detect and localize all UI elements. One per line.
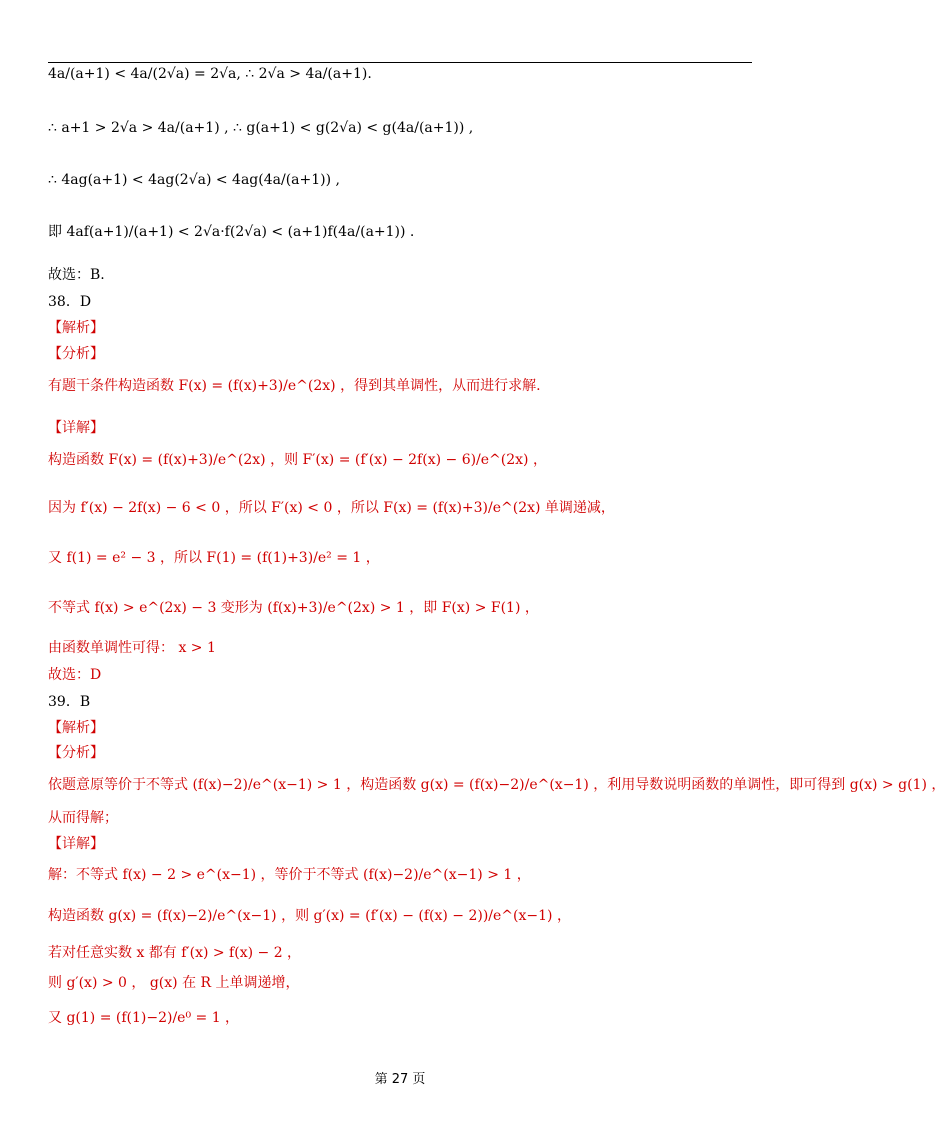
text-line-19: 【分析】 xyxy=(48,745,104,761)
text-line-4: 即 4af(a+1)/(a+1) < 2√a·f(2√a) < (a+1)f(4a/(a+1)) . xyxy=(48,224,415,240)
text-line-13: 又 f(1) = e² − 3 ，所以 F(1) = (f(1)+3)/e² = 1 ， xyxy=(48,550,380,566)
text-line-24: 构造函数 g(x) = (f(x)−2)/e^(x−1) ，则 g′(x) = (f′(x) − (f(x) − 2))/e^(x−1) ， xyxy=(48,908,571,924)
text-line-3: ∴ 4ag(a+1) < 4ag(2√a) < 4ag(4a/(a+1)) , xyxy=(48,172,340,188)
text-line-20: 依题意原等价于不等式 (f(x)−2)/e^(x−1) > 1 ，构造函数 g(x) = (f(x)−2)/e^(x−1) ，利用导数说明函数的单调性，即可得到 g(x) > g(1) ， xyxy=(48,777,945,793)
text-line-27: 又 g(1) = (f(1)−2)/e⁰ = 1 ， xyxy=(48,1010,240,1026)
text-line-12: 因为 f′(x) − 2f(x) − 6 < 0 ，所以 F′(x) < 0 ，所以 F(x) = (f(x)+3)/e^(2x) 单调递减， xyxy=(48,500,615,516)
text-line-9: 有题干条件构造函数 F(x) = (f(x)+3)/e^(2x) ，得到其单调性，从而进行求解. xyxy=(48,378,541,394)
text-line-16: 故选：D xyxy=(48,667,102,683)
text-line-6: 38．D xyxy=(48,294,92,310)
text-line-25: 若对任意实数 x 都有 f′(x) > f(x) − 2 ， xyxy=(48,945,302,961)
text-line-21: 从而得解； xyxy=(48,810,118,826)
text-line-7: 【解析】 xyxy=(48,320,104,336)
text-line-11: 构造函数 F(x) = (f(x)+3)/e^(2x) ，则 F′(x) = (f′(x) − 2f(x) − 6)/e^(2x) ， xyxy=(48,452,547,468)
header-rule xyxy=(48,62,752,63)
page-number: 第 27 页 xyxy=(374,1072,426,1087)
text-line-10: 【详解】 xyxy=(48,420,104,436)
text-line-2: ∴ a+1 > 2√a > 4a/(a+1) , ∴ g(a+1) < g(2√a) < g(4a/(a+1)) , xyxy=(48,120,474,136)
text-line-1: 4a/(a+1) < 4a/(2√a) = 2√a, ∴ 2√a > 4a/(a+1). xyxy=(48,66,372,82)
text-line-18: 【解析】 xyxy=(48,720,104,736)
text-line-8: 【分析】 xyxy=(48,346,104,362)
text-line-17: 39．B xyxy=(48,694,91,710)
text-line-22: 【详解】 xyxy=(48,836,104,852)
text-line-23: 解：不等式 f(x) − 2 > e^(x−1) ，等价于不等式 (f(x)−2)/e^(x−1) > 1 ， xyxy=(48,867,531,883)
text-line-5: 故选：B. xyxy=(48,267,105,283)
text-line-26: 则 g′(x) > 0 ， g(x) 在 R 上单调递增， xyxy=(48,975,300,991)
text-line-15: 由函数单调性可得： x > 1 xyxy=(48,640,216,656)
text-line-14: 不等式 f(x) > e^(2x) − 3 变形为 (f(x)+3)/e^(2x) > 1 ，即 F(x) > F(1) ， xyxy=(48,600,539,616)
